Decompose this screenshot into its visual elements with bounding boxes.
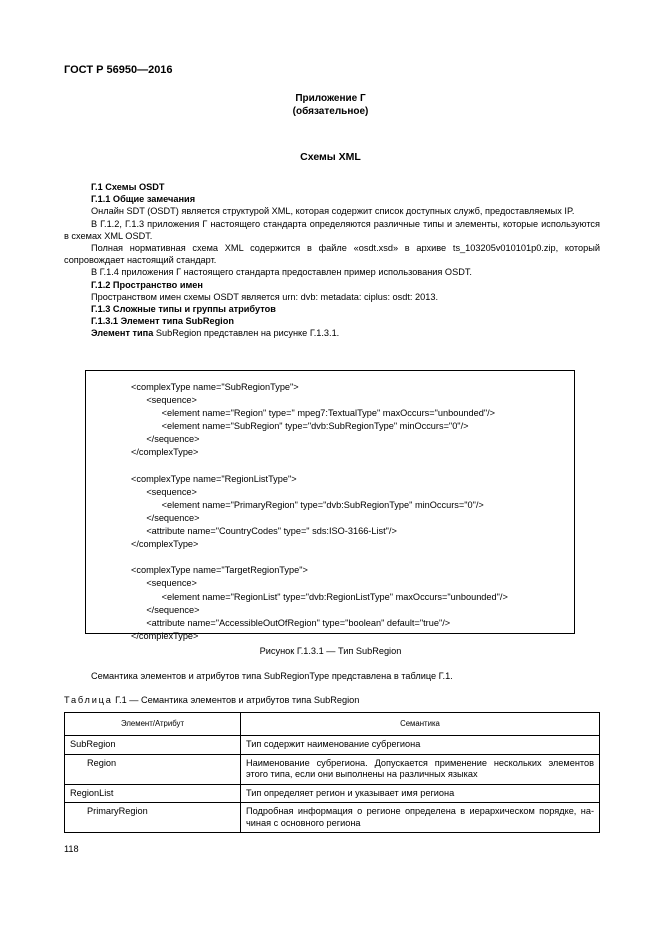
figure-caption: Рисунок Г.1.3.1 — Тип SubRegion	[259, 646, 402, 656]
page-number: 118	[64, 844, 79, 854]
semantics-table	[64, 712, 600, 833]
code-line: <attribute name="AccessibleOutOfRegion" type="boolean" default="true"/>	[131, 617, 451, 628]
code-line: </sequence>	[131, 512, 200, 523]
table-cell-element: SubRegion	[65, 736, 241, 755]
heading-g1-3-1: Г.1.3.1 Элемент типа SubRegion	[91, 316, 234, 327]
table-cell-semantics: Наименование субрегиона. Допускается применение нескольких элементов этого типа, если они выполнены на различных языках	[241, 754, 600, 784]
code-line: <complexType name="RegionListType">	[131, 473, 297, 484]
paragraph: В Г.1.4 приложения Г настоящего стандарта предоставлен пример использования OSDT.	[91, 267, 472, 278]
paragraph	[64, 327, 600, 339]
code-line: <sequence>	[131, 578, 197, 589]
table-caption-text: Г.1 — Семантика элементов и атрибутов типа SubRegion	[112, 695, 360, 705]
code-line: </sequence>	[131, 604, 200, 615]
section-title: Схемы XML	[300, 151, 361, 163]
table-header-row	[65, 713, 600, 736]
code-line	[131, 460, 508, 473]
paragraph-rest: SubRegion представлен на рисунке Г.1.3.1.	[153, 328, 340, 339]
code-line: <element name="RegionList" type="dvb:RegionListType" maxOccurs="unbounded"/>	[131, 591, 508, 602]
heading-g1-3: Г.1.3 Сложные типы и группы атрибутов	[91, 304, 276, 315]
heading-g1-2: Г.1.2 Пространство имен	[91, 279, 203, 290]
heading-g1-1: Г.1.1 Общие замечания	[91, 194, 196, 205]
code-line: <element name="SubRegion" type="dvb:SubRegionType" minOccurs="0"/>	[131, 421, 469, 432]
table-caption	[64, 695, 359, 705]
annex-status: (обязательное)	[292, 106, 369, 117]
code-line: </sequence>	[131, 434, 200, 445]
paragraph: В Г.1.2, Г.1.3 приложения Г настоящего стандарта определяются различные типы и элементы, которые используются в схемах XML OSDT.	[64, 218, 600, 241]
table-caption-label: Таблица	[64, 695, 113, 705]
code-line: </complexType>	[131, 630, 199, 641]
xml-figure-box	[85, 370, 575, 641]
table-row	[65, 784, 600, 803]
table-row	[65, 803, 600, 833]
code-line: </complexType>	[131, 539, 199, 550]
table-cell-semantics: Тип определяет регион и указывает имя региона	[241, 784, 600, 803]
annex-heading	[0, 92, 661, 118]
standard-header: ГОСТ Р 56950—2016	[64, 64, 173, 76]
code-line: </complexType>	[131, 447, 199, 458]
code-line: <element name="Region" type=" mpeg7:TextualType" maxOccurs="unbounded"/>	[131, 408, 496, 419]
code-line: <complexType name="TargetRegionType">	[131, 565, 308, 576]
table-header-semantics: Семантика	[241, 713, 600, 736]
code-line: <attribute name="CountryCodes" type=" sds:ISO-3166-List"/>	[131, 526, 397, 537]
table-reference-text: Семантика элементов и атрибутов типа SubRegionType представлена в таблице Г.1.	[91, 671, 453, 681]
table-header-element: Элемент/Атрибут	[65, 713, 241, 736]
table-cell-element: PrimaryRegion	[65, 803, 241, 833]
table-cell-semantics: Подробная информация о регионе определена в иерархическом порядке, начиная с основного региона	[241, 803, 600, 833]
code-line: <complexType name="SubRegionType">	[131, 382, 299, 392]
heading-g1: Г.1 Схемы OSDT	[91, 182, 165, 192]
paragraph: Пространством имен схемы OSDT является urn: dvb: metadata: ciplus: osdt: 2013.	[91, 291, 439, 302]
table-cell-element: Region	[65, 754, 241, 784]
table-cell-semantics: Тип содержит наименование субрегиона	[241, 736, 600, 755]
body-text	[64, 181, 600, 340]
code-line	[131, 551, 508, 564]
annex-title: Приложение Г	[295, 93, 366, 104]
code-line: <sequence>	[131, 486, 197, 497]
table-row	[65, 754, 600, 784]
code-line: <element name="PrimaryRegion" type="dvb:SubRegionType" minOccurs="0"/>	[131, 499, 484, 510]
paragraph: Полная нормативная схема XML содержится в файле «osdt.xsd» в архиве ts_103205v010101p0.zip, который сопровождает настоящий стандарт.	[64, 243, 600, 266]
code-line: <sequence>	[131, 395, 197, 406]
paragraph: Онлайн SDT (OSDT) является структурой XML, которая содержит список доступных служб, предоставляемых IP.	[91, 206, 575, 217]
bold-term: Элемент типа	[91, 328, 154, 339]
table-cell-element: RegionList	[65, 784, 241, 803]
table-row	[65, 736, 600, 755]
xml-code-block	[131, 381, 508, 643]
